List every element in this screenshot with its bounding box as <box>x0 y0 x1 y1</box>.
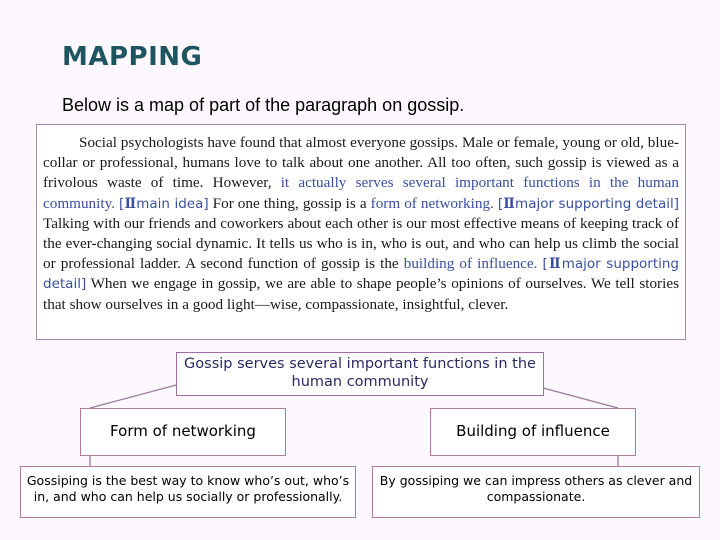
support-1-tag: [Ⅱmajor supporting detail] <box>497 195 680 212</box>
map-main-idea-node: Gossip serves several important functions in the human community <box>176 352 544 396</box>
support-2-tag: [Ⅱmajor supporting detail] <box>43 256 680 293</box>
paragraph-sentence-3: Talking with our friends and coworkers about each other is our most effective means of keeping track of the ever-changing social dynamic. It tells us who is in, who is out, and who can help us climb the social or professional ladder. A second function of gossip is the <box>43 214 679 273</box>
paragraph-sentence-1: Social psychologists have found that almost everyone gossips. Male or female, young or old, blue-collar or professional, humans love to talk about one another. All too often, such gossip is viewed as a frivolous waste of time. However, <box>43 134 679 192</box>
support-1-text: form of networking. <box>370 194 494 212</box>
page-title: MAPPING <box>62 42 203 72</box>
paragraph-sentence-4: When we engage in gossip, we are able to shape people’s opinions of ourselves. We tell stories that show ourselves in a good light—wise, compassionate, insightful, clever. <box>43 275 679 313</box>
main-idea-tag: [Ⅱmain idea] <box>119 195 209 212</box>
map-left-minor-node: Gossiping is the best way to know who’s out, who’s in, and who can help us socially or professionally. <box>20 466 356 518</box>
map-left-detail-node: Form of networking <box>80 408 286 456</box>
map-right-minor-node: By gossiping we can impress others as clever and compassionate. <box>372 466 700 518</box>
support-2-text: building of influence. <box>403 255 538 273</box>
subtitle: Below is a map of part of the paragraph on gossip. <box>62 95 465 115</box>
map-right-detail-node: Building of influence <box>430 408 636 456</box>
paragraph-sentence-2: For one thing, gossip is a <box>212 194 367 212</box>
main-idea-text: it actually serves several important functions in the human community. <box>43 174 680 212</box>
connector-main-left <box>90 384 180 408</box>
